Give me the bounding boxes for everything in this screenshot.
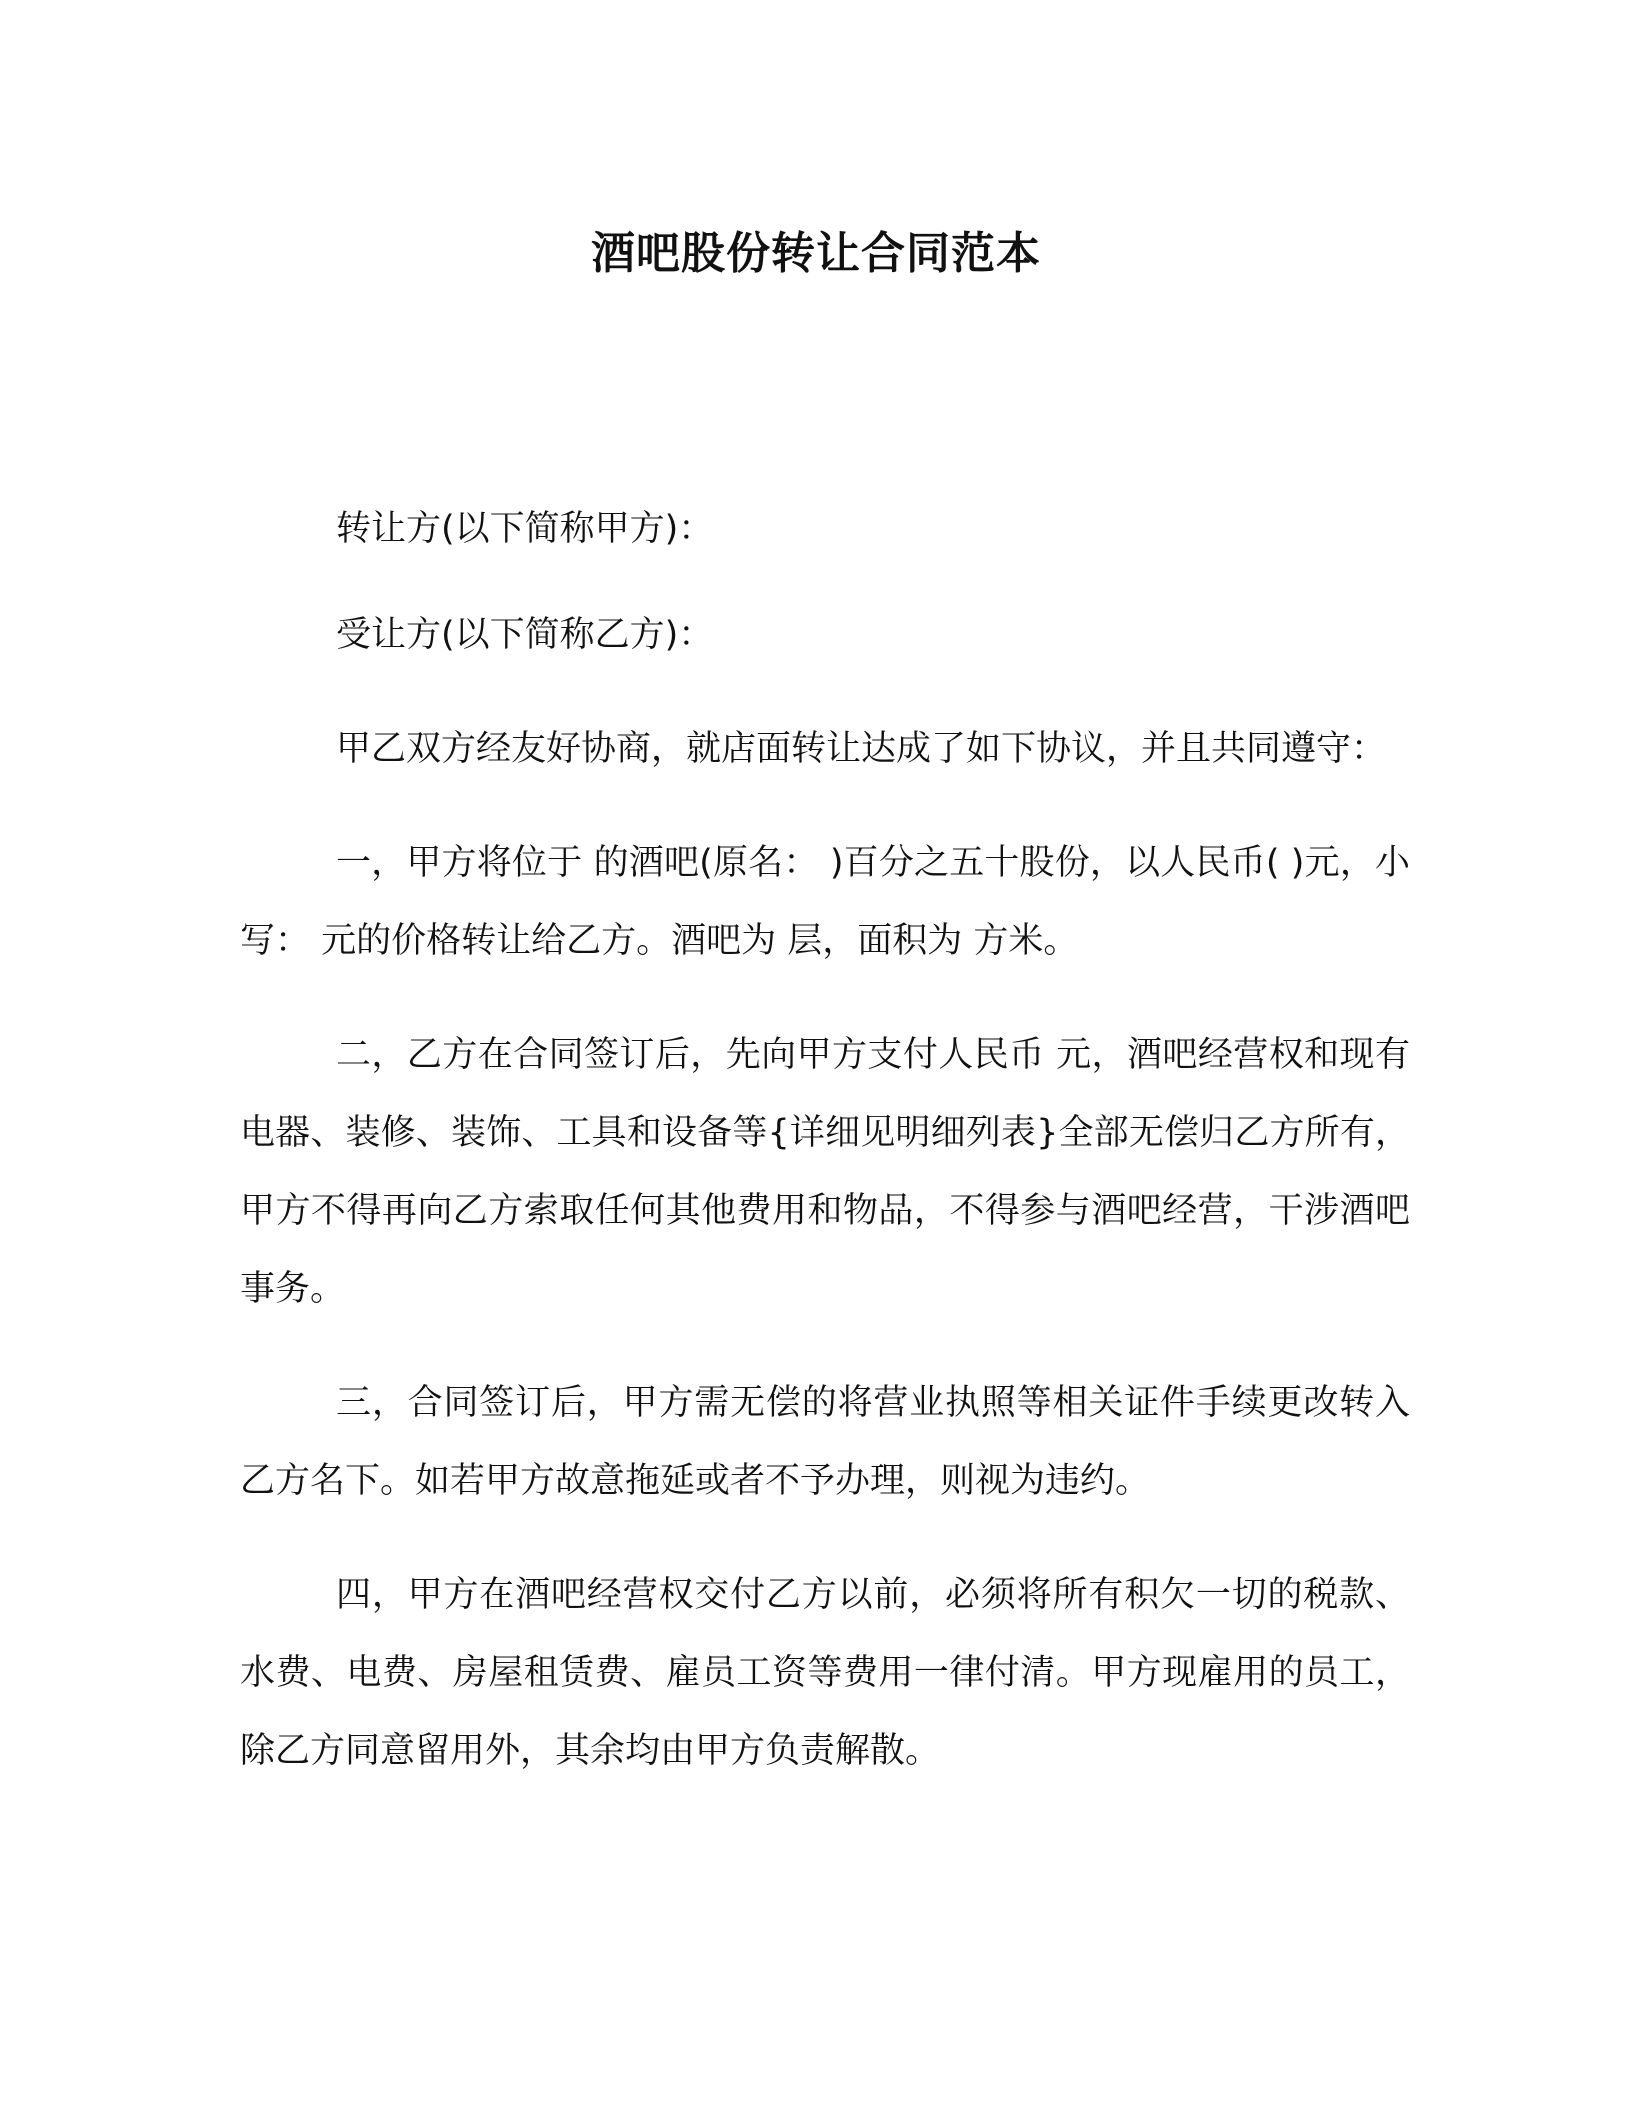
clause-4: 四，甲方在酒吧经营权交付乙方以前，必须将所有积欠一切的税款、水费、电费、房屋租赁费、雇员工资等费用一律付清。甲方现雇用的员工，除乙方同意留用外，其余均由甲方负责解散。 — [240, 1575, 1410, 1771]
clause-3: 三，合同签订后，甲方需无偿的将营业执照等相关证件手续更改转入乙方名下。如若甲方故意拖延或者不予办理，则视为违约。 — [240, 1383, 1410, 1501]
agreement-intro: 甲乙双方经友好协商，就店面转让达成了如下协议，并且共同遵守： — [336, 729, 1387, 769]
clause-2: 二，乙方在合同签订后，先向甲方支付人民币 元，酒吧经营权和现有电器、装修、装饰、工具和设备等{详细见明细列表}全部无偿归乙方所有，甲方不得再向乙方索取任何其他费用和物品，不得参与酒吧经营，干涉酒吧事务。 — [240, 1035, 1410, 1309]
party-b-line: 受让方(以下简称乙方)： — [336, 615, 714, 655]
party-a-line: 转让方(以下简称甲方)： — [336, 509, 714, 549]
document-title: 酒吧股份转让合同范本 — [591, 228, 1041, 279]
document-body — [240, 490, 1410, 1790]
clause-1: 一，甲方将位于 的酒吧(原名： )百分之五十股份，以人民币( )元，小写： 元的价格转让给乙方。酒吧为 层，面积为 方米。 — [240, 843, 1410, 961]
